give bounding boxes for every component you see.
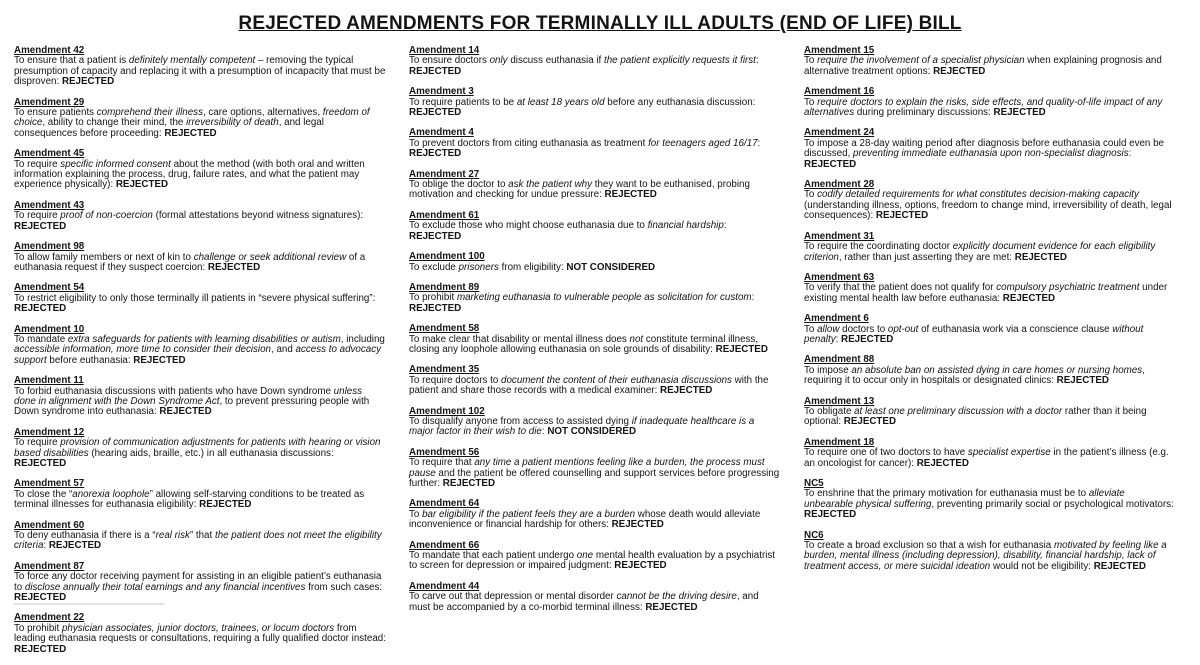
emphasis-text: cannot be the driving desire <box>616 591 737 603</box>
status-label: REJECTED <box>875 210 929 222</box>
status-label: REJECTED <box>841 333 894 345</box>
body-text: discuss euthanasia if <box>507 55 604 67</box>
amendment-body <box>14 108 386 139</box>
status-label: REJECTED <box>715 343 768 355</box>
body-text: before euthanasia: <box>46 354 134 366</box>
body-text: in the patient’s illness (e.g. an oncologist for cancer): <box>804 447 1169 469</box>
amendment-body <box>409 221 781 242</box>
columns-container <box>0 35 1200 665</box>
amendment-entry <box>14 149 386 191</box>
cut-off-text-artifact <box>14 603 164 605</box>
emphasis-text: accessible information, more time to consider their decision <box>14 344 272 356</box>
amendment-body <box>14 572 386 603</box>
amendment-body <box>804 325 1176 346</box>
body-text: : <box>541 426 548 438</box>
body-text: To impose <box>804 364 852 376</box>
status-label: REJECTED <box>611 519 664 531</box>
amendment-body <box>14 335 386 366</box>
body-text: To require <box>14 158 61 170</box>
body-text: – removing the typical presumption of capacity and replacing it with a presumption of incapacity that must be disproven: <box>14 55 386 88</box>
amendment-body <box>409 458 781 489</box>
body-text: To require <box>14 210 61 222</box>
body-text: To ensure that a patient is <box>14 55 129 67</box>
amendment-body <box>14 531 386 552</box>
status-label: REJECTED <box>14 220 67 232</box>
amendment-body <box>804 139 1176 170</box>
amendment-entry <box>14 201 386 232</box>
body-text: To <box>804 189 818 201</box>
emphasis-text: require doctors to explain the risks, side effects, and quality-of-life impact of any alternatives <box>804 96 1163 119</box>
amendment-body <box>804 190 1176 221</box>
body-text: To forbid euthanasia discussions with patients who have Down syndrome <box>14 385 334 397</box>
status-label: REJECTED <box>442 478 496 489</box>
amendment-heading: Amendment 64 <box>409 498 480 510</box>
emphasis-text: financial hardship <box>647 220 724 232</box>
body-text: with the patient and share those records with a medical examiner: <box>409 374 769 397</box>
emphasis-text: specialist expertise <box>967 447 1051 459</box>
amendment-heading: Amendment 66 <box>409 539 480 551</box>
body-text: To create a broad exclusion so that a wish for euthanasia <box>804 540 1054 552</box>
body-text: To mandate <box>14 333 68 345</box>
amendment-entry <box>14 428 386 470</box>
emphasis-text: prisoners <box>458 261 499 273</box>
amendment-heading: Amendment 13 <box>804 395 875 407</box>
amendment-heading: Amendment 102 <box>409 405 485 417</box>
amendment-heading: Amendment 14 <box>409 45 480 56</box>
amendment-entry <box>409 407 781 438</box>
body-text: To <box>804 55 818 67</box>
amendment-heading: Amendment 63 <box>804 271 875 283</box>
status-label: REJECTED <box>409 107 462 119</box>
amendment-body <box>14 387 386 418</box>
body-text: (formal attestations beyond witness signatures): <box>152 210 364 222</box>
amendment-heading: Amendment 88 <box>804 354 875 366</box>
emphasis-text: without penalty <box>804 323 1144 345</box>
emphasis-text: irreversibility of death <box>186 117 279 129</box>
body-text: To <box>409 508 423 520</box>
amendment-body <box>804 242 1176 263</box>
body-text: To <box>804 323 818 335</box>
status-label: NOT CONSIDERED <box>547 426 637 438</box>
body-text: To ensure doctors <box>409 55 490 67</box>
amendment-entry <box>804 273 1176 304</box>
amendment-body <box>409 139 781 160</box>
body-text: : <box>723 220 727 232</box>
amendment-entry <box>409 170 781 201</box>
body-text: ” that <box>189 530 215 542</box>
amendment-entry <box>409 128 781 159</box>
status-label: REJECTED <box>164 127 217 139</box>
emphasis-text: one <box>576 550 594 562</box>
amendment-entry <box>14 283 386 314</box>
body-text: To make clear that disability or mental illness does <box>409 333 630 345</box>
body-text: : <box>43 540 49 552</box>
body-text: To restrict eligibility to only those terminally ill patients in “severe physical suffering”: <box>14 292 376 304</box>
body-text: , including <box>340 333 385 345</box>
amendment-body <box>409 56 781 77</box>
body-text: To carve out that depression or mental disorder <box>409 591 617 603</box>
amendment-heading: Amendment 56 <box>409 446 480 458</box>
body-text: , and legal consequences before proceeding: <box>14 117 324 139</box>
amendment-heading: Amendment 45 <box>14 148 85 160</box>
status-label: REJECTED <box>804 158 857 170</box>
emphasis-text: at least 18 years old <box>516 96 605 108</box>
body-text: To require doctors to <box>409 374 502 386</box>
body-text: , care options, alternatives, <box>202 107 323 119</box>
status-label: REJECTED <box>804 509 857 521</box>
status-label: REJECTED <box>199 499 252 511</box>
emphasis-text: document the content of their euthanasia discussions <box>501 374 732 386</box>
status-label: REJECTED <box>1002 292 1056 304</box>
amendment-entry <box>14 46 386 88</box>
body-text: To deny euthanasia if there is a “ <box>14 530 156 542</box>
amendment-body <box>14 438 386 469</box>
emphasis-text: alleviate unbearable physical suffering <box>804 488 1125 510</box>
body-text: To ensure patients <box>14 107 97 119</box>
status-label: REJECTED <box>843 416 897 428</box>
amendment-entry <box>14 325 386 367</box>
body-text: and the patient be offered counselling and support services before progressing further: <box>409 467 780 489</box>
body-text: (hearing aids, braille, etc.) in all euthanasia discussions: <box>88 447 334 459</box>
amendment-body <box>804 541 1176 572</box>
body-text: whose death would alleviate inconvenience or financial hardship for others: <box>409 508 761 531</box>
amendment-heading: Amendment 29 <box>14 96 85 108</box>
emphasis-text: unless done in alignment with the Down Syndrome Act <box>14 385 362 407</box>
amendment-entry <box>409 252 781 273</box>
amendment-heading: Amendment 98 <box>14 241 85 253</box>
amendment-body <box>804 283 1176 304</box>
amendment-heading: Amendment 100 <box>409 251 485 263</box>
body-text: To verify that the patient does not qualify for <box>804 282 997 294</box>
body-text: : <box>757 137 761 149</box>
amendment-heading: Amendment 28 <box>804 179 875 191</box>
amendment-body <box>409 551 781 572</box>
amendment-heading: Amendment 24 <box>804 127 875 139</box>
column-3 <box>804 46 1176 582</box>
body-text: : <box>755 55 759 67</box>
amendment-body <box>14 56 386 87</box>
amendment-entry <box>14 376 386 418</box>
body-text: , ability to change their mind, the <box>42 117 187 129</box>
status-label: REJECTED <box>614 560 667 572</box>
amendment-entry <box>14 562 386 604</box>
body-text: : <box>835 333 842 345</box>
emphasis-text: challenge or seek additional review <box>193 251 347 263</box>
amendment-heading: Amendment 3 <box>409 86 474 98</box>
amendment-heading: Amendment 16 <box>804 86 875 98</box>
status-label: REJECTED <box>48 540 102 552</box>
amendment-heading: Amendment 60 <box>14 519 85 531</box>
emphasis-text: require the involvement of a specialist physician <box>817 55 1025 67</box>
amendment-entry <box>409 87 781 118</box>
status-label: REJECTED <box>645 601 698 613</box>
body-text: , and <box>271 344 296 356</box>
amendment-entry <box>409 582 781 613</box>
emphasis-text: only <box>489 55 508 67</box>
amendment-heading: Amendment 11 <box>14 375 84 387</box>
amendment-body <box>14 490 386 511</box>
emphasis-text: proof of non-coercion <box>60 210 153 222</box>
emphasis-text: provision of communication adjustments for patients with hearing or vision based disabilities <box>14 437 381 459</box>
amendment-entry <box>804 232 1176 263</box>
emphasis-text: anorexia loophole <box>72 488 150 500</box>
amendment-entry <box>804 355 1176 386</box>
status-label: REJECTED <box>115 179 169 191</box>
status-label: REJECTED <box>1093 560 1146 572</box>
body-text: To force any doctor receiving payment for assisting in an eligible patient’s euthanasia to <box>14 571 382 593</box>
emphasis-text: extra safeguards for patients with learning disabilities or autism <box>67 333 341 345</box>
amendment-entry <box>804 46 1176 77</box>
amendment-heading: Amendment 6 <box>804 313 869 325</box>
body-text: To obligate <box>804 405 855 417</box>
amendment-entry <box>804 128 1176 170</box>
amendment-body <box>804 98 1176 119</box>
body-text: , rather than just asserting they are met: <box>838 251 1015 263</box>
emphasis-text: disclose annually their total earnings and any financial incentives <box>24 581 306 593</box>
emphasis-text: not <box>629 333 644 345</box>
body-text: To require patients to be <box>409 96 517 108</box>
amendment-entry <box>804 479 1176 521</box>
amendment-body <box>409 510 781 531</box>
amendment-body <box>804 407 1176 428</box>
amendment-heading: NC6 <box>804 529 824 541</box>
amendment-body <box>409 293 781 314</box>
amendment-entry <box>409 211 781 242</box>
status-label: REJECTED <box>409 302 462 314</box>
emphasis-text: opt-out <box>887 323 919 335</box>
body-text: of a euthanasia request if they suspect coercion: <box>14 251 366 273</box>
amendment-heading: Amendment 44 <box>409 580 480 592</box>
body-text: To exclude those who might choose euthanasia due to <box>409 220 648 232</box>
amendment-entry <box>804 87 1176 118</box>
body-text: mental health evaluation by a psychiatrist to screen for depression or impaired judgment: <box>409 550 776 572</box>
amendment-entry <box>14 613 386 655</box>
body-text: To allow family members or next of kin to <box>14 251 194 263</box>
emphasis-text: the patient does not meet the eligibility criteria <box>14 530 382 552</box>
body-text: under existing mental health law before euthanasia: <box>804 282 1168 304</box>
amendment-entry <box>409 46 781 77</box>
body-text: , and must be accompanied by a co-morbid terminal illness: <box>409 591 759 613</box>
emphasis-text: for teenagers aged 16/17 <box>648 137 758 149</box>
emphasis-text: physician associates, junior doctors, trainees, or locum doctors <box>61 622 335 634</box>
amendment-body <box>14 211 386 232</box>
emphasis-text: an absolute ban on assisted dying in care homes or nursing homes <box>851 364 1143 376</box>
amendment-body <box>14 160 386 191</box>
amendment-heading: Amendment 12 <box>14 426 85 438</box>
body-text: , preventing primarily social or psychological motivators: <box>931 498 1174 510</box>
amendment-heading: Amendment 54 <box>14 282 85 294</box>
body-text: before any euthanasia discussion: <box>604 96 756 108</box>
body-text: constitute terminal illness, closing any loophole allowing euthanasia on sole grounds of disability: <box>409 333 759 355</box>
status-label: REJECTED <box>916 457 969 469</box>
body-text: To require that <box>409 457 475 469</box>
column-2 <box>409 46 781 623</box>
body-text: they want to be euthanised, probing motivation and checking for undue pressure: <box>409 179 750 201</box>
page-title: REJECTED AMENDMENTS FOR TERMINALLY ILL ADULTS (END OF LIFE) BILL <box>238 13 962 34</box>
amendment-heading: Amendment 18 <box>804 436 875 448</box>
body-text: : <box>1128 148 1132 160</box>
status-label: REJECTED <box>14 458 67 469</box>
body-text: To prevent doctors from citing euthanasia as treatment <box>409 137 649 149</box>
status-label: REJECTED <box>159 406 212 418</box>
emphasis-text: any time a patient mentions feeling like a burden, the process must pause <box>409 457 765 479</box>
amendment-heading: Amendment 42 <box>14 45 85 56</box>
body-text: from eligibility: <box>498 261 567 273</box>
amendment-entry <box>409 283 781 314</box>
emphasis-text: preventing immediate euthanasia upon non-specialist diagnosis <box>853 148 1129 160</box>
status-label: REJECTED <box>604 189 657 201</box>
body-text: would not be eligibility: <box>990 560 1094 572</box>
amendment-entry <box>14 242 386 273</box>
body-text: To close the “ <box>14 488 73 500</box>
amendment-body <box>409 335 781 356</box>
status-label: REJECTED <box>409 230 462 242</box>
body-text: To <box>804 96 818 108</box>
amendment-heading: NC5 <box>804 478 824 489</box>
amendment-body <box>14 253 386 274</box>
column-1 <box>14 46 386 665</box>
status-label: REJECTED <box>1014 251 1068 263</box>
status-label: REJECTED <box>133 354 186 366</box>
body-text: : <box>751 292 755 304</box>
status-label: REJECTED <box>14 303 67 315</box>
body-text: , to prevent pressuring people with Down syndrome into euthanasia: <box>14 395 370 418</box>
emphasis-text: the patient explicitly requests it first <box>603 55 756 67</box>
amendment-body <box>804 489 1176 520</box>
amendment-entry <box>804 180 1176 222</box>
body-text: To impose a 28-day waiting period after diagnosis before euthanasia could even be discussed, <box>804 137 1164 160</box>
amendment-body <box>409 376 781 397</box>
amendment-entry <box>14 479 386 510</box>
amendment-heading: Amendment 43 <box>14 199 85 211</box>
status-label: REJECTED <box>409 148 462 160</box>
amendment-heading: Amendment 58 <box>409 323 480 335</box>
amendment-body <box>14 624 386 655</box>
emphasis-text: ask the patient why <box>508 179 592 191</box>
amendment-entry <box>804 531 1176 573</box>
amendment-entry <box>409 324 781 355</box>
amendment-heading: Amendment 10 <box>14 323 85 335</box>
amendment-heading: Amendment 35 <box>409 364 480 376</box>
body-text: To prohibit <box>409 292 457 304</box>
amendment-entry <box>409 448 781 490</box>
body-text: To oblige the doctor to <box>409 179 509 191</box>
body-text: To require one of two doctors to have <box>804 447 968 459</box>
amendment-heading: Amendment 15 <box>804 45 875 56</box>
amendment-heading: Amendment 89 <box>409 281 480 293</box>
amendment-entry <box>804 314 1176 345</box>
amendment-body <box>804 366 1176 387</box>
emphasis-text: comprehend their illness <box>96 107 203 119</box>
status-label: REJECTED <box>61 76 115 88</box>
status-label: REJECTED <box>1056 375 1109 387</box>
emphasis-text: allow <box>817 323 840 335</box>
amendment-entry <box>409 365 781 396</box>
status-label: REJECTED <box>14 592 67 604</box>
body-text: To exclude <box>409 261 459 273</box>
body-text: , requiring it to occur only in hospitals or designated clinics: <box>804 364 1145 387</box>
amendment-body <box>804 448 1176 469</box>
amendment-body <box>14 294 386 315</box>
status-label: REJECTED <box>933 65 986 77</box>
amendment-heading: Amendment 87 <box>14 560 85 572</box>
body-text: doctors to <box>839 323 888 335</box>
body-text: To require <box>14 437 61 449</box>
body-text: To require the coordinating doctor <box>804 241 953 253</box>
emphasis-text: codify detailed requirements for what constitutes decision-making capacity <box>817 189 1139 201</box>
amendment-body <box>409 180 781 201</box>
amendment-body <box>409 263 781 273</box>
body-text: To enshrine that the primary motivation for euthanasia must be to <box>804 488 1089 500</box>
amendment-entry <box>409 541 781 572</box>
amendment-entry <box>804 438 1176 469</box>
status-label: REJECTED <box>409 65 462 77</box>
status-label: NOT CONSIDERED <box>566 261 656 273</box>
body-text: (understanding illness, options, freedom to change mind, irreversibility of death, legal consequences): <box>804 199 1172 222</box>
emphasis-text: compulsory psychiatric treatment <box>996 282 1140 294</box>
amendment-body <box>804 56 1176 77</box>
amendment-heading: Amendment 57 <box>14 478 85 490</box>
amendment-body <box>409 592 781 613</box>
emphasis-text: at least one preliminary discussion with a doctor <box>854 405 1063 417</box>
amendment-entry <box>14 521 386 552</box>
emphasis-text: real risk <box>155 530 190 542</box>
amendment-entry <box>804 397 1176 428</box>
body-text: about the method (with both oral and written information explaining the process, drug, failure rates, and what the patient may experience physically): <box>14 158 365 191</box>
emphasis-text: if inadequate healthcare is a major factor in their wish to die <box>409 415 755 438</box>
status-label: REJECTED <box>993 107 1046 119</box>
emphasis-text: bar eligibility if the patient feels they are a burden <box>422 508 636 520</box>
body-text: To disqualify anyone from access to assisted dying <box>409 415 632 427</box>
emphasis-text: access to advocacy support <box>14 344 382 366</box>
amendment-heading: Amendment 61 <box>409 209 480 221</box>
emphasis-text: specific informed consent <box>60 158 171 170</box>
body-text: from leading euthanasia requests or consultations, requiring a fully qualified doctor instead: <box>14 622 386 645</box>
body-text: rather than it being optional: <box>804 405 1147 428</box>
amendment-heading: Amendment 4 <box>409 127 474 139</box>
body-text: To mandate that each patient undergo <box>409 550 577 562</box>
emphasis-text: freedom of choice <box>14 107 370 129</box>
emphasis-text: explicitly document evidence for each eligibility criterion <box>804 241 1156 263</box>
amendment-heading: Amendment 27 <box>409 168 480 180</box>
status-label: REJECTED <box>660 385 713 397</box>
amendment-entry <box>14 98 386 140</box>
body-text: from such cases: <box>305 581 383 593</box>
emphasis-text: marketing euthanasia to vulnerable people as solicitation for custom <box>456 292 752 304</box>
amendment-body <box>409 417 781 438</box>
amendment-heading: Amendment 31 <box>804 230 875 242</box>
body-text: during preliminary discussions: <box>854 107 994 119</box>
emphasis-text: motivated by feeling like a burden, mental illness (including depression), disability, financial hardship, lack of treatment access, or mere suicidal ideation <box>804 540 1167 572</box>
amendment-body <box>409 98 781 119</box>
body-text: ” allowing self-starving conditions to be treated as terminal illnesses for euthanasia eligibility: <box>14 488 365 511</box>
status-label: REJECTED <box>207 261 261 273</box>
emphasis-text: definitely mentally competent <box>128 55 256 67</box>
body-text: when explaining prognosis and alternative treatment options: <box>804 55 1162 77</box>
status-label: REJECTED <box>14 643 67 655</box>
body-text: of euthanasia work via a conscience clause <box>918 323 1113 335</box>
amendment-heading: Amendment 22 <box>14 612 85 624</box>
body-text: To prohibit <box>14 622 62 634</box>
amendment-entry <box>409 499 781 530</box>
